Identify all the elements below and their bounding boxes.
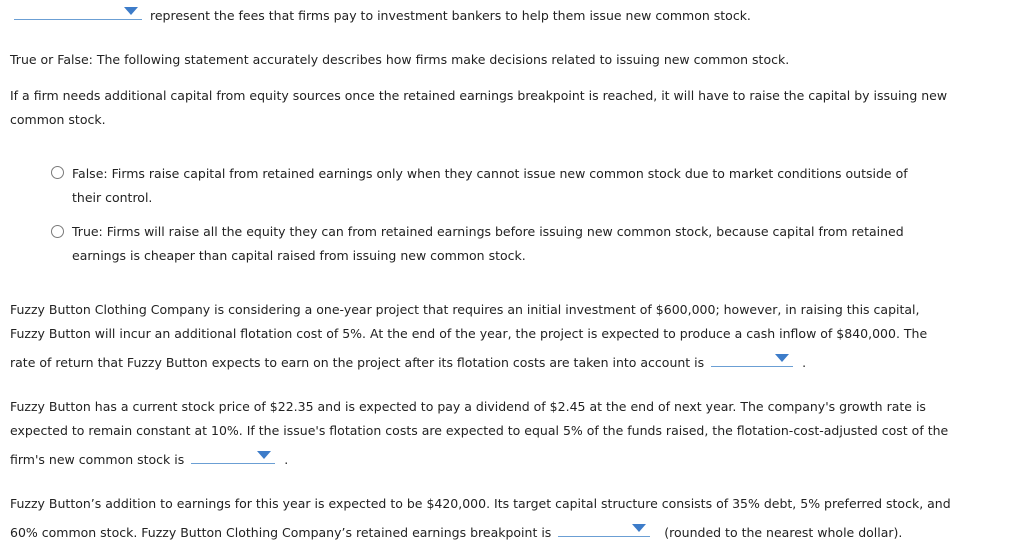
q4-line2: expected to remain constant at 10%. If the issue's flotation costs are expected to equal 5% of the funds raised, the flotation-cost-adjusted cost of the: [10, 423, 949, 438]
q5-line2: 60% common stock. Fuzzy Button Clothing Company’s retained earnings breakpoint is: [10, 525, 552, 540]
q3-line3: rate of return that Fuzzy Button expects to earn on the project after its flotation costs are taken into account is: [10, 355, 705, 370]
q2-statement-line1: If a firm needs additional capital from equity sources once the retained earnings breakpoint is reached, it will have to raise the capital by issuing new: [10, 88, 948, 103]
option-true-line1: True: Firms will raise all the equity they can from retained earnings before issuing new common stock, because capital from retained: [72, 224, 904, 239]
breakpoint-dropdown[interactable]: [558, 520, 650, 537]
q3-line3-row: [10, 350, 806, 371]
q5-line2-row: [10, 520, 902, 541]
radio-false-option[interactable]: [51, 166, 64, 179]
q5-rounding-note: (rounded to the nearest whole dollar).: [664, 525, 903, 540]
q4-line3-row: [10, 447, 288, 468]
q3-period: .: [802, 355, 807, 370]
chevron-down-icon: [257, 451, 271, 459]
q4-line1: Fuzzy Button has a current stock price of $22.35 and is expected to pay a dividend of $2.45 at the end of next year. The company's growth rate is: [10, 399, 926, 414]
q2-statement-line2: common stock.: [10, 112, 106, 127]
chevron-down-icon: [124, 7, 138, 15]
q1-row: [14, 3, 751, 24]
chevron-down-icon: [775, 354, 789, 362]
q4-period: .: [284, 452, 289, 467]
q3-line1: Fuzzy Button Clothing Company is considering a one-year project that requires an initial investment of $600,000; however, in raising this capital,: [10, 302, 920, 317]
rate-of-return-dropdown[interactable]: [711, 350, 793, 367]
cost-of-new-stock-dropdown[interactable]: [191, 447, 275, 464]
option-false-line2: their control.: [72, 190, 153, 205]
q2-prompt: True or False: The following statement accurately describes how firms make decisions related to issuing new common stock.: [10, 52, 790, 67]
option-true-line2: earnings is cheaper than capital raised from issuing new common stock.: [72, 248, 526, 263]
chevron-down-icon: [632, 524, 646, 532]
q4-line3: firm's new common stock is: [10, 452, 185, 467]
fees-dropdown[interactable]: [14, 3, 142, 20]
q5-line1: Fuzzy Button’s addition to earnings for this year is expected to be $420,000. Its target capital structure consists of 35% debt, 5% preferred stock, and: [10, 496, 951, 511]
q3-line2: Fuzzy Button will incur an additional flotation cost of 5%. At the end of the year, the project is expected to produce a cash inflow of $840,000. The: [10, 326, 928, 341]
option-false-line1: False: Firms raise capital from retained earnings only when they cannot issue new common stock due to market conditions outside of: [72, 166, 908, 181]
radio-true-option[interactable]: [51, 225, 64, 238]
q1-text: represent the fees that firms pay to investment bankers to help them issue new common stock.: [149, 8, 751, 23]
